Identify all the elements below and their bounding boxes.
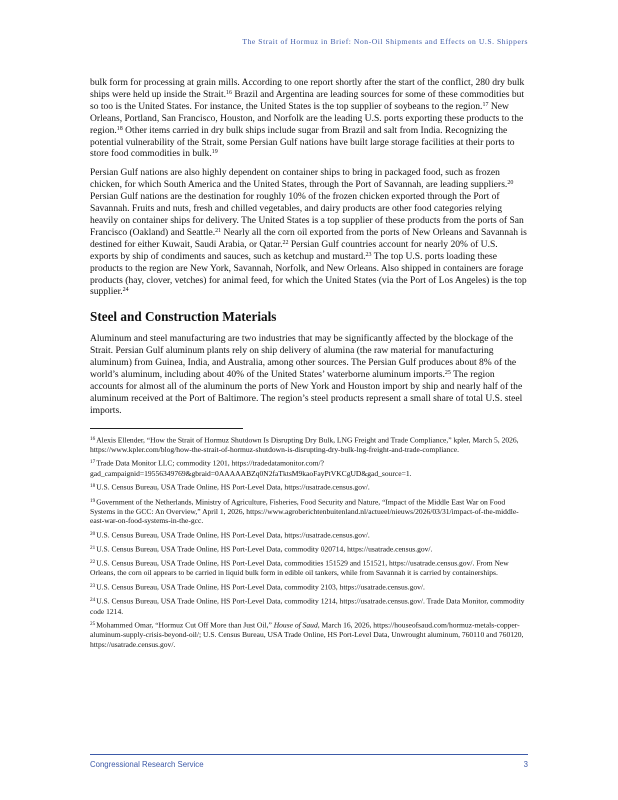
text-run: Brazil and Argentina are leading sources for some of these commodities but so too is the United States. For instance, the United States is the top supplier of soybeans to the region. [90, 88, 525, 112]
section-heading: Steel and Construction Materials [90, 309, 277, 325]
footer-org: Congressional Research Service [90, 760, 204, 769]
text-run: Nearly all the corn oil exported from the ports of New Orleans and Savannah is destined for either Kuwait, Saudi Arabia, or Qatar. [90, 226, 527, 250]
text-run: U.S. Census Bureau, USA Trade Online, HS Port-Level Data, https://usatrade.census.gov/. [96, 482, 370, 492]
footnote [90, 582, 528, 592]
text-run: Mohammed Omar, “Hormuz Cut Off More than Just Oil,” [96, 620, 274, 630]
text-run: bulk form for processing at grain mills. According to one report shortly after the start of the conflict, 280 dry bulk ships were held up inside the Strait. [90, 77, 525, 100]
text-run: Other items carried in dry bulk ships include sugar from Brazil and salt from India. Recognizing the potential vulnerability of the Strait, some Persian Gulf nations have built large storage facilities at their ports to store food commodities in bulk. [90, 124, 515, 160]
footnote-number: 23 [90, 583, 96, 590]
footnote-number: 21 [90, 545, 96, 552]
running-header: The Strait of Hormuz in Brief: Non-Oil Shipments and Effects on U.S. Shippers [242, 37, 528, 46]
text-run: The top U.S. ports loading these products to the region are New York, Savannah, Norfolk, and New Orleans. Also shipped in containers are forage products (hay, clover, vetches) for animal feed, for which the United States (via the Port of Los Angeles) is the top supplier. [90, 250, 527, 298]
page-content [90, 77, 528, 653]
footnote-divider [90, 428, 243, 429]
footnote-number: 22 [90, 559, 96, 566]
text-run: The region accounts for almost all of the aluminum the ports of New York and Houston import by ship and nearly half of the aluminum received at the Port of Baltimore. The region’s steel products represent a small share of total U.S. steel imports. [90, 369, 523, 416]
text-run: Persian Gulf nations are also highly dependent on container ships to bring in packaged food, such as frozen chicken, for which South America and the United States, through the Port of Savannah, are leading suppliers. [90, 167, 508, 191]
body-paragraph [90, 167, 528, 298]
footnote [90, 530, 528, 540]
footnote [90, 596, 528, 616]
text-run: New Orleans, Portland, San Francisco, Houston, and Norfolk are the leading U.S. ports exporting these products to the region. [90, 100, 524, 136]
footnote [90, 620, 528, 649]
footnote [90, 458, 528, 478]
body-paragraph [90, 77, 528, 160]
page-footer [90, 754, 528, 769]
text-run: , March 16, 2026, https://houseofsaud.com/hormuz-metals-copper-aluminum-supply-crisis-beyond-oil/; U.S. Census Bureau, USA Trade Online, HS Port-Level Data, Unwrought aluminum, 760110 and 760120, https://usatrade.census.gov/. [90, 620, 524, 649]
footnote [90, 435, 528, 455]
footnote-ref: 22 [282, 239, 289, 246]
footnote-number: 18 [90, 483, 96, 490]
text-run: Alexis Ellender, “How the Strait of Hormuz Shutdown Is Disrupting Dry Bulk, LNG Freight and Trade Compliance,” kpler, March 5, 2026, https://www.kpler.com/blog/how-the-strait-of-hormuz-shutdown-is-disrupting-dry-bulk-lng-freight-and-trade-compliance. [90, 435, 519, 454]
text-run: U.S. Census Bureau, USA Trade Online, HS Port-Level Data, commodity 020714, https://usatrade.census.gov/. [96, 544, 433, 554]
text-run: U.S. Census Bureau, USA Trade Online, HS Port-Level Data, commodities 151529 and 151521, https://usatrade.census.gov/. From New Orleans, the corn oil appears to be carried in liquid bulk form in edible oil tankers, while from Savannah it is carried by containerships. [90, 558, 509, 578]
footnote-number: 20 [90, 530, 96, 537]
text-run: Persian Gulf countries account for nearly 20% of U.S. exports by ship of condiments and sauces, such as ketchup and mustard. [90, 238, 498, 262]
footnote-number: 17 [90, 459, 96, 466]
footnote [90, 482, 528, 492]
body-paragraph [90, 333, 528, 416]
footnote-ref: 21 [215, 227, 222, 234]
text-run: Government of the Netherlands, Ministry of Agriculture, Fisheries, Food Security and Nature, “Impact of the Middle East War on Food Systems in the GCC: An Overview,” April 1, 2026, https://www.agroberichtenbuitenland.nl/actueel/nieuws/2026/03/31/impact-of-the-middle-east-war-on-food-systems-in-the-gcc. [90, 497, 519, 526]
footnote-ref: 17 [482, 101, 489, 108]
text-run: U.S. Census Bureau, USA Trade Online, HS Port-Level Data, https://usatrade.census.gov/. [96, 530, 370, 540]
italic-title: House of Saud [273, 620, 318, 630]
footnote-ref: 16 [226, 89, 233, 96]
footnote-ref: 24 [122, 287, 129, 294]
footnote [90, 497, 528, 526]
footnotes [90, 435, 528, 650]
footnote [90, 544, 528, 554]
footnote-number: 16 [90, 435, 96, 442]
footnote-ref: 23 [365, 251, 372, 258]
page-number: 3 [523, 760, 528, 769]
text-run: U.S. Census Bureau, USA Trade Online, HS Port-Level Data, commodity 1214, https://usatrade.census.gov/. Trade Data Monitor, commodity code 1214. [90, 597, 525, 616]
footnote [90, 558, 528, 578]
footnote-ref: 19 [211, 149, 218, 156]
text-run: Persian Gulf nations are the destination for roughly 10% of the frozen chicken exported through the Port of Savannah. Fruits and nuts, fresh and chilled vegetables, and dairy products are other food categories relying heavily on container ships for delivery. The United States is a top supplier of these products from the ports of San Francisco (Oakland) and Seattle. [90, 191, 524, 238]
footnote-ref: 20 [507, 180, 514, 187]
text-run: Aluminum and steel manufacturing are two industries that may be significantly affected by the blockage of the Strait. Persian Gulf aluminum plants rely on ship delivery of alumina (the raw material for manufacturing aluminum) from Guinea, India, and Australia, among other sources. The Persian Gulf produces about 8% of the world’s aluminum, including about 40% of the United States’ waterborne aluminum imports. [90, 333, 517, 381]
footnote-ref: 18 [116, 125, 123, 132]
footnote-number: 25 [90, 621, 96, 628]
footnote-number: 24 [90, 597, 96, 604]
text-run: U.S. Census Bureau, USA Trade Online, HS Port-Level Data, commodity 2103, https://usatrade.census.gov/. [96, 582, 425, 592]
footnote-number: 19 [90, 497, 96, 504]
text-run: Trade Data Monitor LLC; commodity 1201, https://tradedatamonitor.com/?gad_campaignid=19556349769&gbraid=0AAAAABZq0N2faTktsM9kaoFayPtVKCgUD&gad_source=1. [90, 459, 412, 478]
footnote-ref: 25 [444, 369, 451, 376]
